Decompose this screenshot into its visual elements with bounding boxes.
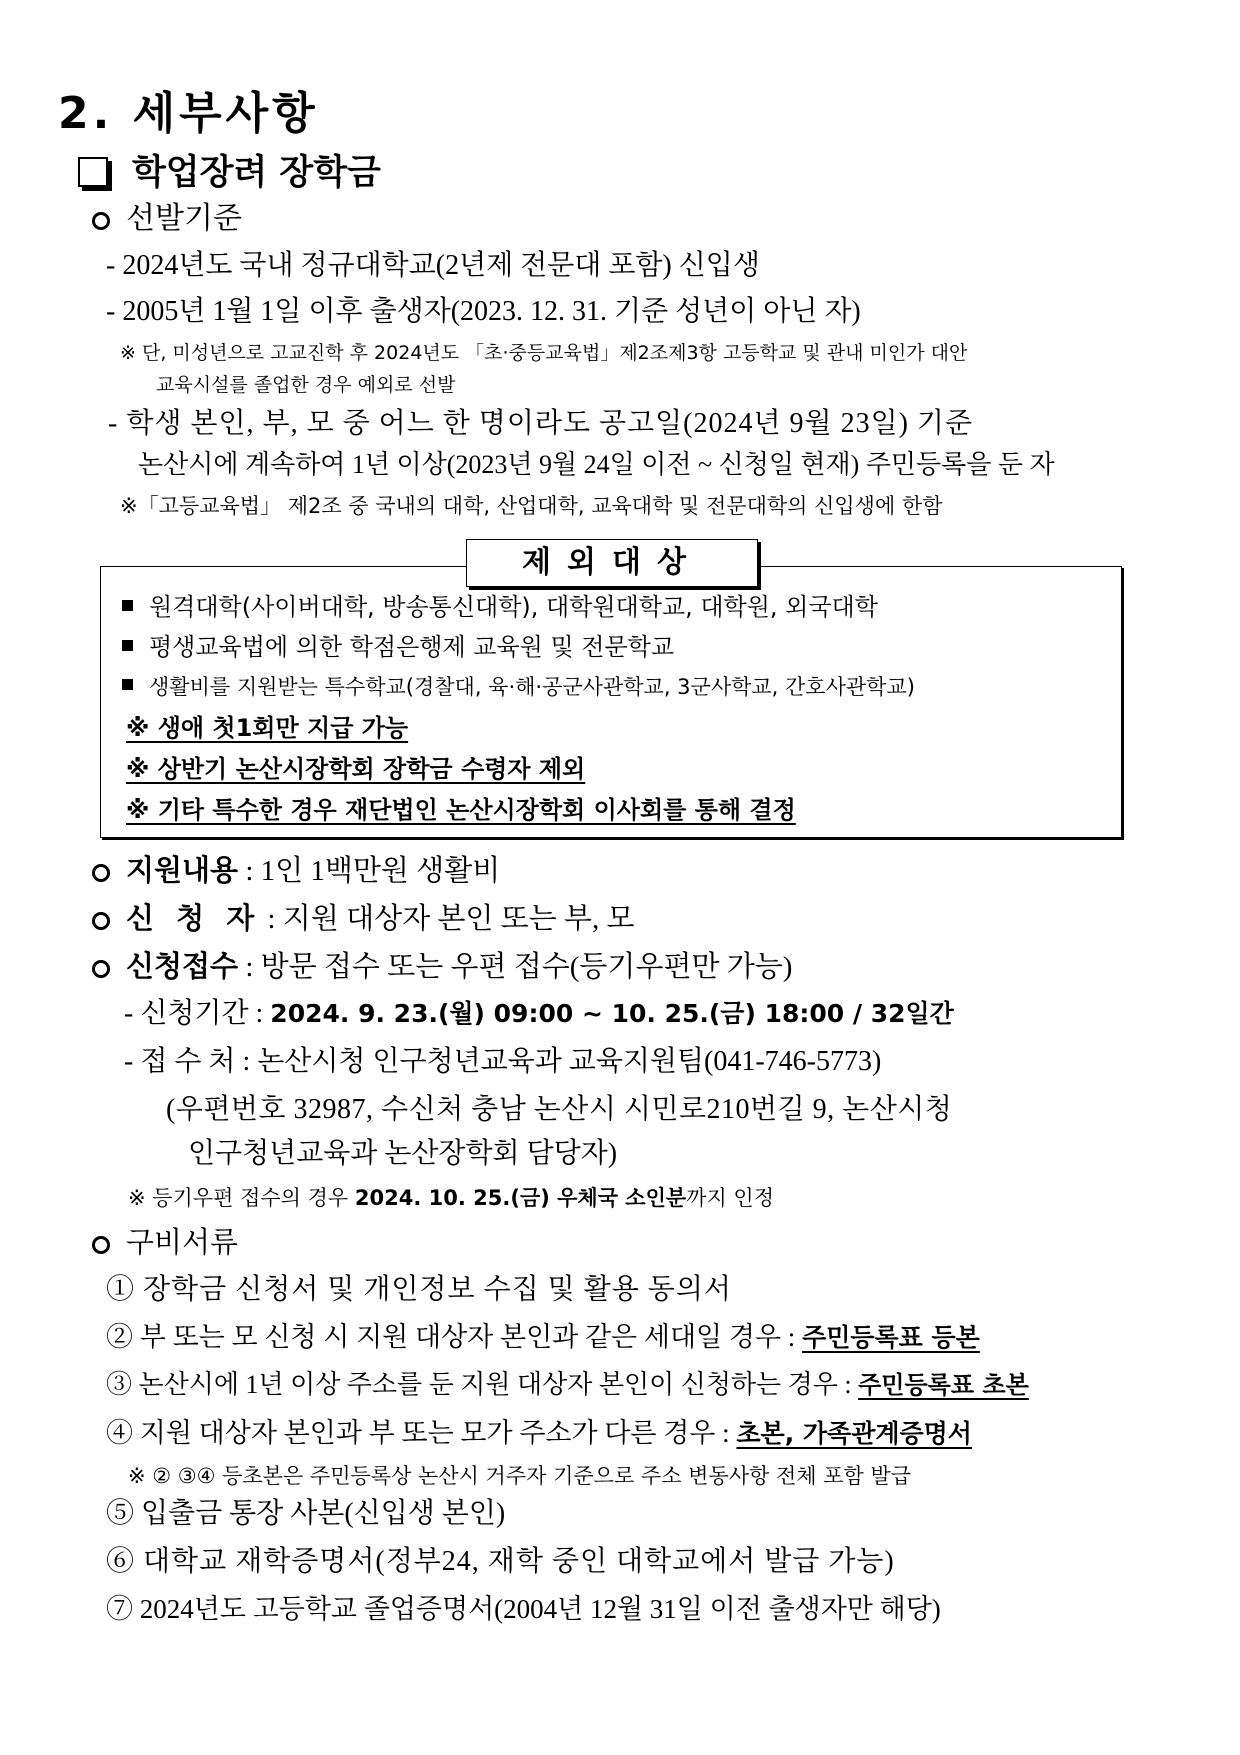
circle-bullet-icon [92,212,110,230]
criteria-item-cont: 논산시에 계속하여 1년 이상(2023년 9월 24일 이전 ~ 신청일 현재) 주민등록을 둔 자 [138,450,1055,479]
doc-text: ② 부 또는 모 신청 시 지원 대상자 본인과 같은 세대일 경우 : [106,1322,796,1352]
applicant-row [92,901,635,935]
reception-address: (우편번호 32987, 수신처 충남 논산시 시민로210번길 9, 논산시청 [166,1094,953,1125]
section-title: 2. 세부사항 [58,88,319,139]
note-bold: 2024. 10. 25.(금) 우체국 소인분 [354,1186,687,1210]
document-item: ⑦ 2024년도 고등학교 졸업증명서(2004년 12월 31일 이전 출생자만 해당) [106,1594,941,1624]
exclusion-item [122,595,878,619]
criteria-item: - 학생 본인, 부, 모 중 어느 한 명이라도 공고일(2024년 9월 23일) 기준 [108,408,974,439]
doc-text: ③ 논산시에 1년 이상 주소를 둔 지원 대상자 본인이 신청하는 경우 : [106,1370,852,1399]
exclusion-item-text: 생활비를 지원받는 특수학교(경찰대, 육·해·공군사관학교, 3군사학교, 간호사관학교) [149,675,915,699]
criteria-item: - 2005년 1월 1일 이후 출생자(2023. 12. 31. 기준 성년이 아닌 자) [106,296,861,327]
circle-bullet-icon [92,864,110,882]
support-label: 지원내용 [126,853,239,887]
period-label: - 신청기간 : [124,998,264,1029]
reception-value: : 방문 접수 또는 우편 접수(등기우편만 가능) [245,951,793,983]
criteria-item: - 2024년도 국내 정규대학교(2년제 전문대 포함) 신입생 [106,250,760,281]
note-prefix: ※ 등기우편 접수의 경우 [128,1186,349,1210]
reception-period [124,1000,954,1028]
document-item [106,1420,972,1447]
circle-bullet-icon [92,1236,110,1254]
program-title: 학업장려 장학금 [132,153,381,193]
criteria-label: 선발기준 [126,201,242,236]
applicant-value: : 지원 대상자 본인 또는 부, 모 [267,903,635,935]
reception-note [128,1188,774,1209]
document-item: ⑥ 대학교 재학증명서(정부24, 재학 중인 대학교에서 발급 가능) [106,1546,895,1577]
reception-address-cont: 인구청년교육과 논산장학회 담당자) [188,1138,618,1169]
document-item: ① 장학금 신청서 및 개인정보 수집 및 활용 동의서 [106,1274,732,1305]
period-value: 2024. 9. 23.(월) 09:00 ~ 10. 25.(금) 18:00 / 32일간 [270,999,954,1028]
doc-required: 주민등록표 초본 [858,1371,1029,1399]
reception-label: 신청접수 [126,949,239,983]
square-bullet-icon [122,679,133,690]
doc-text: ④ 지원 대상자 본인과 부 또는 모가 주소가 다른 경우 : [106,1418,730,1448]
note-suffix: 까지 인정 [686,1186,774,1210]
circle-bullet-icon [92,960,110,978]
doc-required: 주민등록표 등본 [802,1323,980,1352]
doc-required: 초본, 가족관계증명서 [736,1419,972,1448]
exclusion-title: 제외대상 [466,539,758,587]
support-row [92,853,501,887]
circle-bullet-icon [92,912,110,930]
applicant-label: 신 청 자 [126,901,261,935]
documents-note: ※ ② ③④ 등초본은 주민등록상 논산시 거주자 기준으로 주소 변동사항 전체 포함 발급 [128,1464,912,1488]
exclusion-item [122,635,674,659]
documents-label: 구비서류 [126,1225,239,1259]
documents-heading [92,1225,239,1259]
document-item [106,1372,1029,1398]
criteria-note-1: ※ 단, 미성년으로 고교진학 후 2024년도 「초·중등교육법」제2조제3항 고등학교 및 관내 미인가 대안 [120,342,968,364]
exclusion-item-text: 원격대학(사이버대학, 방송통신대학), 대학원대학교, 대학원, 외국대학 [149,593,878,621]
support-value: : 1인 1백만원 생활비 [245,855,501,887]
exclusion-note: ※ 기타 특수한 경우 재단법인 논산시장학회 이사회를 통해 결정 [126,796,796,824]
reception-row [92,949,793,983]
document-item [106,1324,980,1351]
criteria-heading [92,201,242,236]
exclusion-item [122,677,915,698]
exclusion-note: ※ 상반기 논산시장학회 장학금 수령자 제외 [126,755,586,783]
program-title-row [78,153,381,193]
square-bullet-icon [122,600,133,611]
reception-place: - 접 수 처 : 논산시청 인구청년교육과 교육지원팀(041-746-5773) [124,1046,882,1077]
exclusion-item-text: 평생교육법에 의한 학점은행제 교육원 및 전문학교 [149,633,675,661]
criteria-note-2: ※「고등교육법」 제2조 중 국내의 대학, 산업대학, 교육대학 및 전문대학의 신입생에 한함 [120,494,943,518]
criteria-note-1-cont: 교육시설를 졸업한 경우 예외로 선발 [156,374,456,396]
document-item: ⑤ 입출금 통장 사본(신입생 본인) [106,1498,506,1529]
square-bullet-icon [122,640,133,651]
checkbox-icon [78,157,108,187]
exclusion-note: ※ 생애 첫1회만 지급 가능 [126,714,409,742]
